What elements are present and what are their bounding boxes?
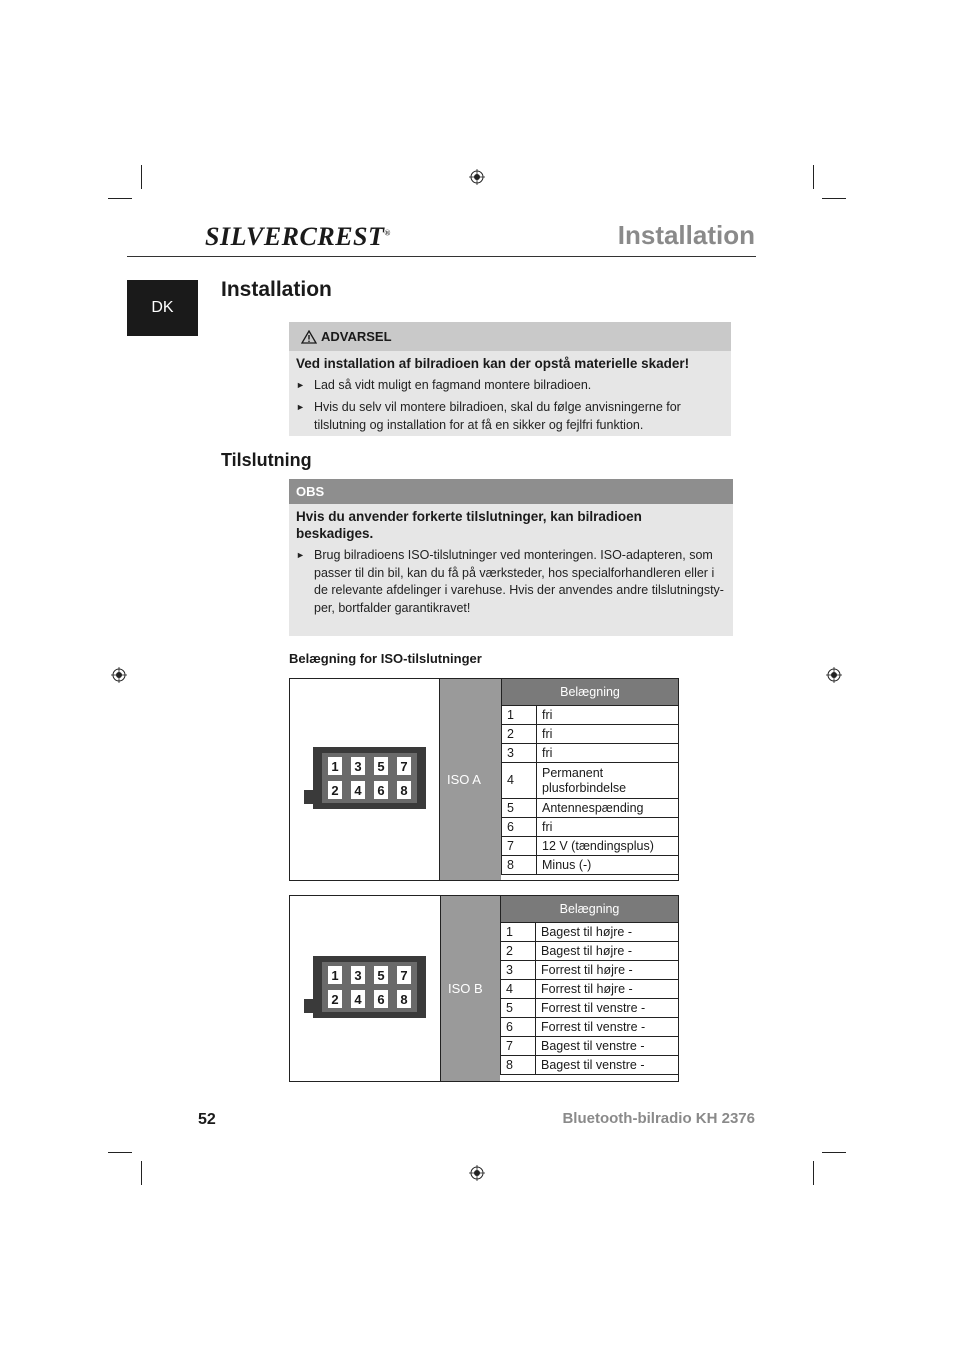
pin-number: 5 <box>501 999 536 1018</box>
iso-a-label: ISO A <box>440 679 501 880</box>
iso-b-label: ISO B <box>441 896 500 1081</box>
table-row <box>501 1018 679 1037</box>
warning-header <box>289 322 731 351</box>
pin-number: 4 <box>501 980 536 999</box>
table-row <box>502 725 679 744</box>
pin-assignment: fri <box>537 725 679 744</box>
pin-assignment: Forrest til højre - <box>536 980 679 999</box>
crop-mark <box>108 1152 132 1153</box>
brand-logo <box>205 222 391 252</box>
table-row <box>502 763 679 799</box>
iso-b-table-header: Belægning <box>501 896 679 923</box>
connector-pin-label: 2 <box>331 783 339 798</box>
crop-mark <box>822 198 846 199</box>
connector-pin-label: 6 <box>377 992 385 1007</box>
pin-assignment: Antennespænding <box>537 799 679 818</box>
pin-assignment: Forrest til venstre - <box>536 1018 679 1037</box>
pin-number: 6 <box>502 818 537 837</box>
crop-mark <box>141 1161 142 1185</box>
pin-number: 7 <box>501 1037 536 1056</box>
pin-assignment: Bagest til højre - <box>536 942 679 961</box>
connector-pin-label: 4 <box>354 783 362 798</box>
table-row <box>502 744 679 763</box>
warning-bullet <box>296 377 730 395</box>
pin-assignment: fri <box>537 706 679 725</box>
connector-pin-label: 2 <box>331 992 339 1007</box>
pin-number: 3 <box>502 744 537 763</box>
language-tab: DK <box>127 280 198 336</box>
table-row <box>501 999 679 1018</box>
iso-connector-icon <box>304 956 426 1018</box>
table-row <box>501 1056 679 1075</box>
table-row <box>502 818 679 837</box>
brand-mark: ® <box>384 228 391 238</box>
pin-number: 2 <box>502 725 537 744</box>
pin-number: 3 <box>501 961 536 980</box>
pin-assignment: Bagest til højre - <box>536 923 679 942</box>
pin-assignment: Forrest til højre - <box>536 961 679 980</box>
pin-number: 2 <box>501 942 536 961</box>
iso-a-table <box>501 678 679 875</box>
iso-b-connector <box>304 956 426 1023</box>
warning-bullet-text: Lad så vidt muligt en fagmand montere bilradioen. <box>314 378 592 392</box>
table-row <box>502 837 679 856</box>
connector-pin-label: 3 <box>354 759 362 774</box>
pin-number: 6 <box>501 1018 536 1037</box>
warning-triangle-icon <box>301 330 317 344</box>
connector-pin-label: 8 <box>400 783 408 798</box>
table-row <box>501 980 679 999</box>
connector-pin-label: 7 <box>400 968 408 983</box>
connector-pin-label: 1 <box>331 968 339 983</box>
pin-assignment: fri <box>537 818 679 837</box>
pin-number: 8 <box>502 856 537 875</box>
connector-pin-label: 6 <box>377 783 385 798</box>
bullet-arrow-icon: ► <box>296 550 305 560</box>
registration-mark-icon <box>469 1165 485 1181</box>
warning-bullet-text: Hvis du selv vil montere bilradioen, skal du følge anvisningerne for tilslutning og installation for at få en sikker og fejlfri funktion. <box>314 400 681 432</box>
pin-number: 7 <box>502 837 537 856</box>
connector-pin-label: 4 <box>354 992 362 1007</box>
iso-a-connector <box>304 747 426 814</box>
pin-number: 8 <box>501 1056 536 1075</box>
iso-heading: Belægning for ISO-tilslutninger <box>289 651 482 666</box>
connector-pin-label: 7 <box>400 759 408 774</box>
pin-assignment: fri <box>537 744 679 763</box>
table-row <box>501 942 679 961</box>
header-rule <box>127 256 756 257</box>
note-bold-text: Hvis du anvender forkerte tilslutninger, kan bilradioen beskadiges. <box>296 509 642 541</box>
table-row <box>502 706 679 725</box>
pin-assignment: Minus (-) <box>537 856 679 875</box>
pin-number: 5 <box>502 799 537 818</box>
warning-bullet <box>296 399 732 434</box>
note-bullet-text: Brug bilradioens ISO-tilslutninger ved monteringen. ISO-adapteren, som passer til din bil, kan du få på værksteder, hos specialforhandleren eller i de relevante afdelinger i varehuse. Hvis der anvendes andre tilslutningsty-per, bortfalder garantikravet! <box>314 548 724 615</box>
connector-pin-label: 1 <box>331 759 339 774</box>
product-name: Bluetooth-bilradio KH 2376 <box>562 1110 755 1127</box>
pin-assignment: Bagest til venstre - <box>536 1037 679 1056</box>
connector-pin-label: 5 <box>377 759 385 774</box>
table-row <box>502 856 679 875</box>
page-number: 52 <box>198 1111 216 1128</box>
pin-assignment: Bagest til venstre - <box>536 1056 679 1075</box>
header-section-title: Installation <box>617 220 755 250</box>
pin-assignment: Forrest til venstre - <box>536 999 679 1018</box>
table-row <box>501 1037 679 1056</box>
iso-connector-icon <box>304 747 426 809</box>
crop-mark <box>108 198 132 199</box>
pin-number: 4 <box>502 763 537 799</box>
note-header: OBS <box>289 479 733 504</box>
crop-mark <box>813 1161 814 1185</box>
crop-mark <box>141 165 142 189</box>
table-row <box>502 799 679 818</box>
pin-assignment: 12 V (tændingsplus) <box>537 837 679 856</box>
table-row <box>501 923 679 942</box>
iso-a-table-header: Belægning <box>502 679 679 706</box>
bullet-arrow-icon: ► <box>296 402 305 412</box>
pin-number: 1 <box>501 923 536 942</box>
note-bullet <box>296 547 726 617</box>
crop-mark <box>813 165 814 189</box>
table-row <box>501 961 679 980</box>
connector-pin-label: 3 <box>354 968 362 983</box>
pin-assignment: Permanent plusforbindelse <box>537 763 679 799</box>
bullet-arrow-icon: ► <box>296 380 305 390</box>
iso-b-table <box>500 895 679 1075</box>
page-title: Installation <box>221 278 332 301</box>
registration-mark-icon <box>111 667 127 683</box>
section-subtitle: Tilslutning <box>221 450 312 470</box>
warning-bold-text: Ved installation af bilradioen kan der opstå materielle skader! <box>296 356 690 371</box>
warning-label: ADVARSEL <box>321 329 392 344</box>
brand-name: SILVERCREST <box>205 222 385 251</box>
registration-mark-icon <box>469 169 485 185</box>
pin-number: 1 <box>502 706 537 725</box>
registration-mark-icon <box>826 667 842 683</box>
crop-mark <box>822 1152 846 1153</box>
connector-pin-label: 8 <box>400 992 408 1007</box>
connector-pin-label: 5 <box>377 968 385 983</box>
